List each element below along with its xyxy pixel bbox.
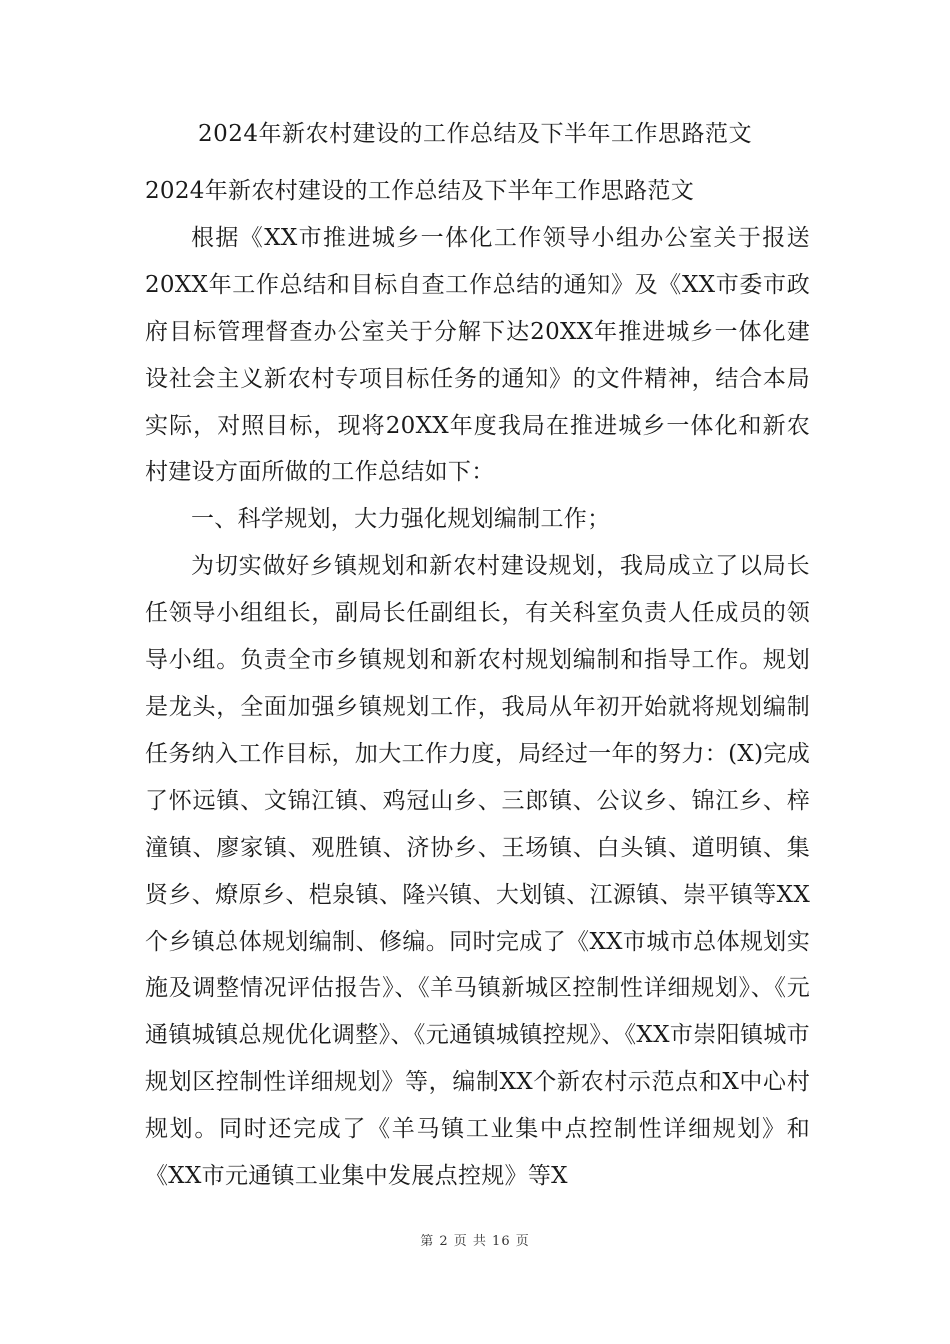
document-body (145, 168, 810, 1200)
page-number-footer: 第 2 页 共 16 页 (420, 1234, 530, 1249)
document-title: 2024年新农村建设的工作总结及下半年工作思路范文 (197, 121, 753, 147)
document-subtitle: 2024年新农村建设的工作总结及下半年工作思路范文 (145, 178, 695, 204)
section-1-paragraph: 为切实做好乡镇规划和新农村建设规划，我局成立了以局长任领导小组组长，副局长任副组长，有关科室负责人任成员的领导小组。负责全市乡镇规划和新农村规划编制和指导工作。规划是龙头，全面加强乡镇规划工作，我局从年初开始就将规划编制任务纳入工作目标，加大工作力度，局经过一年的努力：(X)完成了怀远镇、文锦江镇、鸡冠山乡、三郎镇、公议乡、锦江乡、梓潼镇、廖家镇、观胜镇、济协乡、王场镇、白头镇、道明镇、集贤乡、燎原乡、桤泉镇、隆兴镇、大划镇、江源镇、崇平镇等XX个乡镇总体规划编制、修编。同时完成了《XX市城市总体规划实施及调整情况评估报告》、《羊马镇新城区控制性详细规划》、《元通镇城镇总规优化调整》、《元通镇城镇控规》、《XX市崇阳镇城市规划区控制性详细规划》等，编制XX个新农村示范点和X中心村规划。同时还完成了《羊马镇工业集中点控制性详细规划》和《XX市元通镇工业集中发展点控规》等X (145, 553, 810, 1190)
section-heading-1: 一、科学规划，大力强化规划编制工作； (191, 506, 611, 533)
intro-paragraph: 根据《XX市推进城乡一体化工作领导小组办公室关于报送20XX年工作总结和目标自查工作总结的通知》及《XX市委市政府目标管理督查办公室关于分解下达20XX年推进城乡一体化建设社会主义新农村专项目标任务的通知》的文件精神，结合本局实际，对照目标，现将20XX年度我局在推进城乡一体化和新农村建设方面所做的工作总结如下： (145, 224, 810, 486)
